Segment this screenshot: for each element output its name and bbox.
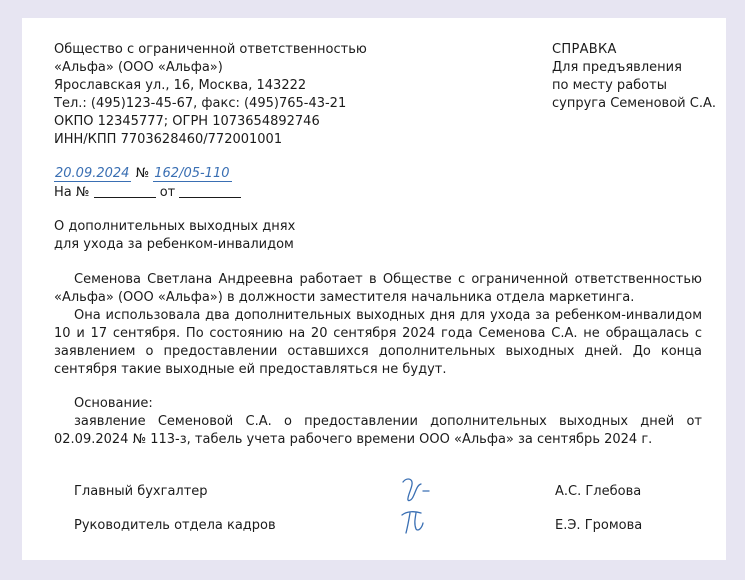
reference-purpose-line2: по месту работы <box>552 78 667 93</box>
reply-from-label: от <box>159 185 176 200</box>
signature-row-hr-head <box>74 517 674 535</box>
reply-line <box>54 183 241 202</box>
organization-inn-kpp: ИНН/КПП 7703628460/772001001 <box>54 132 283 147</box>
document-sheet <box>22 18 726 560</box>
reply-date-blank <box>179 183 241 198</box>
subject-line1: О дополнительных выходных днях <box>54 219 296 234</box>
signatory-position: Главный бухгалтер <box>74 484 208 499</box>
basis-block <box>54 395 702 449</box>
subject-line2: для ухода за ребенком-инвалидом <box>54 237 294 252</box>
handwritten-signature-icon <box>399 473 435 509</box>
reference-purpose-line1: Для предъявления <box>552 60 682 75</box>
body-paragraph-1: Семенова Светлана Андреевна работает в Обществе с ограниченной ответственностью «Альфа» (ООО «Альфа») в должности заместителя начальника отдела маркетинга. <box>54 272 702 305</box>
document-title: СПРАВКА <box>552 42 617 57</box>
signatory-name: А.С. Глебова <box>555 484 642 499</box>
organization-name-line2: «Альфа» (ООО «Альфа») <box>54 60 223 75</box>
registration-block <box>54 165 241 202</box>
reply-prefix: На № <box>54 185 90 200</box>
registration-line <box>54 165 241 183</box>
organization-block <box>54 41 367 149</box>
basis-label: Основание: <box>74 396 153 411</box>
signatory-name: Е.Э. Громова <box>555 518 643 533</box>
organization-address: Ярославская ул., 16, Москва, 143222 <box>54 78 307 93</box>
body-text <box>54 271 702 379</box>
organization-name-line1: Общество с ограниченной ответственностью <box>54 42 367 57</box>
registration-number: 162/05-110 <box>154 166 230 181</box>
organization-phones: Тел.: (495)123-45-67, факс: (495)765-43-21 <box>54 96 347 111</box>
basis-text: заявление Семеновой С.А. о предоставлении дополнительных выходных дней от 02.09.2024 № 113-з, табель учета рабочего времени ООО «Альфа» за сентябрь 2024 г. <box>54 414 702 447</box>
reference-purpose-line3: супруга Семеновой С.А. <box>552 96 716 111</box>
signatory-position: Руководитель отдела кадров <box>74 518 276 533</box>
subject-block <box>54 218 295 254</box>
handwritten-signature-icon <box>399 507 435 543</box>
organization-okpo-ogrn: ОКПО 12345777; ОГРН 1073654892746 <box>54 114 320 129</box>
reply-number-blank <box>94 183 156 198</box>
signature-row-chief-accountant <box>74 483 674 501</box>
registration-date: 20.09.2024 <box>55 166 130 181</box>
reference-block <box>552 41 716 113</box>
body-paragraph-2: Она использовала два дополнительных выходных дня для ухода за ребенком-инвалидом 10 и 17 сентября. По состоянию на 20 сентября 2024 года Семенова С.А. не обращалась с заявлением о предоставлении оставшихся дополнительных выходных дней. До конца сентября такие выходные ей предоставляться не будут. <box>54 308 702 377</box>
number-sign: № <box>135 166 150 181</box>
